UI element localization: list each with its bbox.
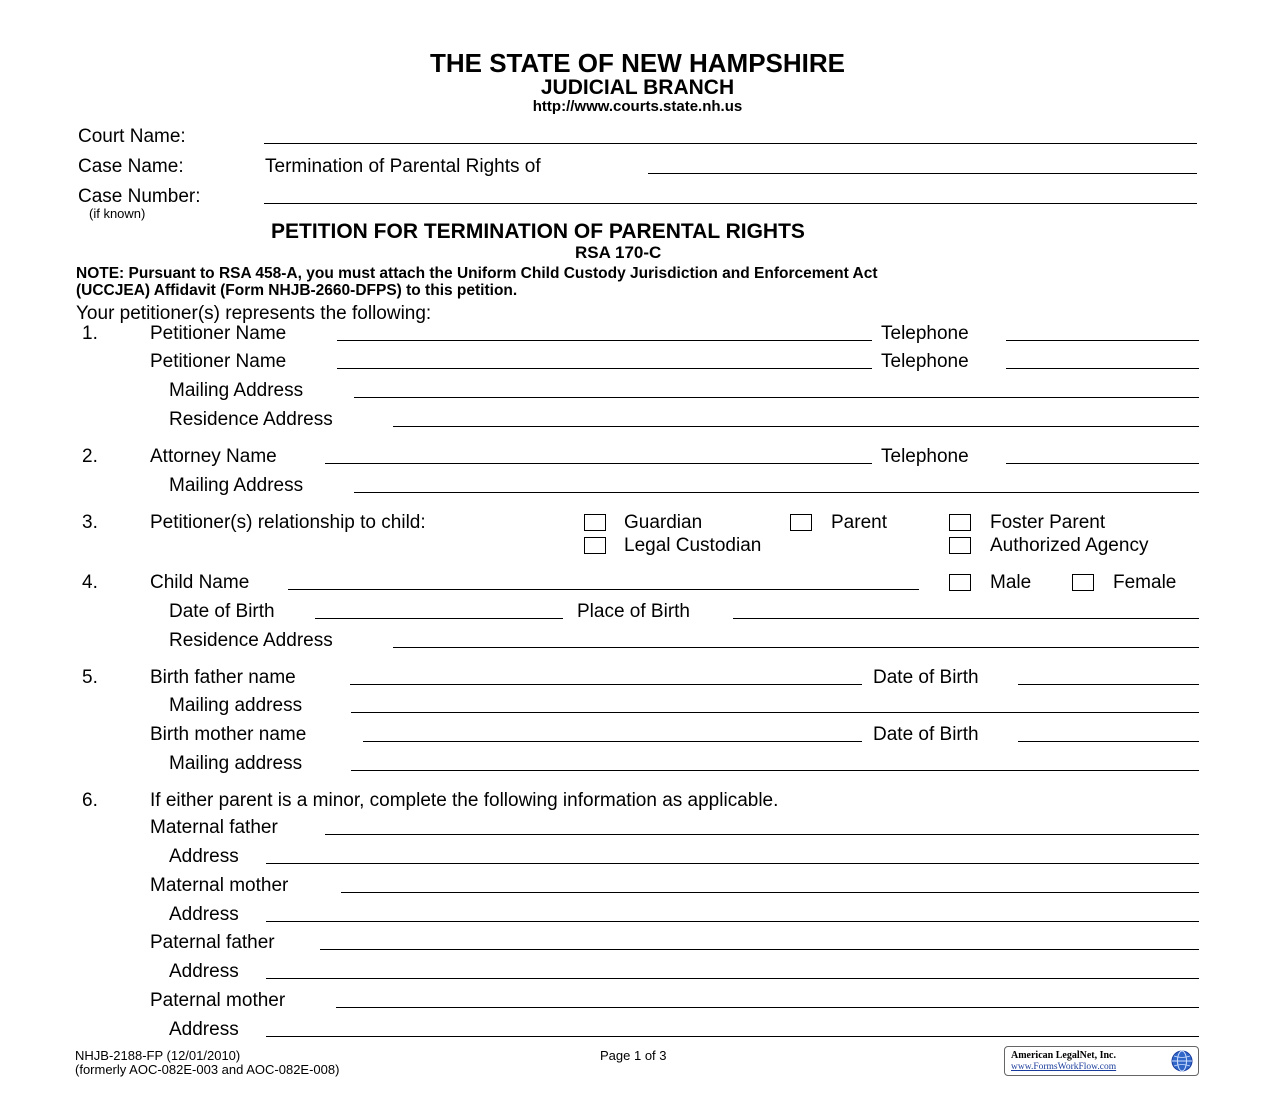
paternal-father-address-field[interactable] [266, 978, 1199, 979]
note-line-2: (UCCJEA) Affidavit (Form NHJB-2660-DFPS) to this petition. [76, 282, 518, 299]
case-name-field[interactable] [648, 173, 1197, 174]
formerly-note: (formerly AOC-082E-003 and AOC-082E-008) [75, 1062, 340, 1077]
petitioner-mailing-address-label: Mailing Address [169, 380, 304, 401]
maternal-father-address-field[interactable] [266, 863, 1199, 864]
child-place-of-birth-field[interactable] [733, 618, 1199, 619]
section-3-number: 3. [82, 512, 98, 533]
statute-subtitle: RSA 170-C [575, 243, 662, 262]
section-6-number: 6. [82, 790, 98, 811]
attorney-mailing-address-label: Mailing Address [169, 475, 304, 496]
attorney-mailing-address-field[interactable] [354, 492, 1199, 493]
guardian-label: Guardian [624, 512, 703, 533]
legal-custodian-checkbox[interactable] [584, 537, 606, 554]
petitioner-1-telephone-field[interactable] [1006, 340, 1199, 341]
attorney-telephone-label: Telephone [881, 446, 969, 467]
birth-mother-dob-label: Date of Birth [873, 724, 979, 745]
birth-father-dob-label: Date of Birth [873, 667, 979, 688]
birth-mother-mailing-label: Mailing address [169, 753, 303, 774]
petition-title: PETITION FOR TERMINATION OF PARENTAL RIGHTS [271, 220, 805, 243]
birth-father-name-label: Birth father name [150, 667, 296, 688]
paternal-father-field[interactable] [320, 949, 1199, 950]
guardian-checkbox[interactable] [584, 514, 606, 531]
case-name-label: Case Name: [78, 156, 184, 177]
maternal-mother-field[interactable] [341, 892, 1199, 893]
globe-icon [1170, 1049, 1194, 1073]
state-heading: THE STATE OF NEW HAMPSHIRE [429, 48, 846, 78]
section-1-number: 1. [82, 323, 98, 344]
child-residence-address-field[interactable] [393, 647, 1199, 648]
parent-checkbox[interactable] [790, 514, 812, 531]
legal-custodian-label: Legal Custodian [624, 535, 762, 556]
foster-parent-checkbox[interactable] [949, 514, 971, 531]
paternal-father-label: Paternal father [150, 932, 275, 953]
birth-father-mailing-field[interactable] [351, 712, 1199, 713]
court-name-label: Court Name: [78, 126, 186, 147]
male-checkbox[interactable] [949, 574, 971, 591]
birth-father-dob-field[interactable] [1018, 684, 1199, 685]
petitioner-2-telephone-label: Telephone [881, 351, 969, 372]
case-number-field[interactable] [264, 203, 1197, 204]
section-4-number: 4. [82, 572, 98, 593]
note-line-1: NOTE: Pursuant to RSA 458-A, you must attach the Uniform Child Custody Jurisdiction and Enforcement Act [76, 265, 878, 282]
petitioner-2-name-label: Petitioner Name [150, 351, 287, 372]
child-name-field[interactable] [288, 589, 919, 590]
section-2-number: 2. [82, 446, 98, 467]
section-5-number: 5. [82, 667, 98, 688]
maternal-father-field[interactable] [325, 834, 1199, 835]
female-label: Female [1113, 572, 1177, 593]
petitioner-1-name-field[interactable] [337, 340, 872, 341]
petitioner-residence-address-field[interactable] [393, 426, 1199, 427]
attorney-name-field[interactable] [325, 463, 872, 464]
petitioner-2-name-field[interactable] [337, 368, 872, 369]
maternal-mother-label: Maternal mother [150, 875, 289, 896]
birth-mother-dob-field[interactable] [1018, 741, 1199, 742]
petitioner-2-telephone-field[interactable] [1006, 368, 1199, 369]
relationship-label: Petitioner(s) relationship to child: [150, 512, 426, 533]
birth-mother-mailing-field[interactable] [351, 770, 1199, 771]
petitioner-1-name-label: Petitioner Name [150, 323, 287, 344]
court-url: http://www.courts.state.nh.us [532, 98, 743, 115]
maternal-father-label: Maternal father [150, 817, 278, 838]
parent-label: Parent [831, 512, 887, 533]
authorized-agency-label: Authorized Agency [990, 535, 1149, 556]
petitioner-mailing-address-field[interactable] [354, 397, 1199, 398]
paternal-mother-address-label: Address [169, 1019, 239, 1040]
paternal-father-address-label: Address [169, 961, 239, 982]
logo-company: American LegalNet, Inc. [1011, 1050, 1116, 1061]
petitioner-1-telephone-label: Telephone [881, 323, 969, 344]
authorized-agency-checkbox[interactable] [949, 537, 971, 554]
child-dob-field[interactable] [315, 618, 563, 619]
male-label: Male [990, 572, 1032, 593]
birth-mother-name-label: Birth mother name [150, 724, 307, 745]
page-number: Page 1 of 3 [600, 1048, 667, 1063]
intro-text: Your petitioner(s) represents the following: [76, 303, 432, 324]
birth-father-name-field[interactable] [350, 684, 862, 685]
logo-link[interactable]: www.FormsWorkFlow.com [1011, 1062, 1117, 1072]
birth-father-mailing-label: Mailing address [169, 695, 303, 716]
birth-mother-name-field[interactable] [363, 741, 862, 742]
foster-parent-label: Foster Parent [990, 512, 1106, 533]
form-id: NHJB-2188-FP (12/01/2010) [75, 1048, 241, 1063]
child-dob-label: Date of Birth [169, 601, 275, 622]
petitioner-residence-address-label: Residence Address [169, 409, 333, 430]
minor-parent-instruction: If either parent is a minor, complete the following information as applicable. [150, 790, 779, 811]
court-name-field[interactable] [264, 143, 1197, 144]
female-checkbox[interactable] [1072, 574, 1094, 591]
attorney-name-label: Attorney Name [150, 446, 277, 467]
child-name-label: Child Name [150, 572, 250, 593]
paternal-mother-label: Paternal mother [150, 990, 286, 1011]
attorney-telephone-field[interactable] [1006, 463, 1199, 464]
maternal-mother-address-label: Address [169, 904, 239, 925]
maternal-father-address-label: Address [169, 846, 239, 867]
case-number-note: (if known) [89, 206, 146, 221]
child-place-of-birth-label: Place of Birth [577, 601, 690, 622]
child-residence-address-label: Residence Address [169, 630, 333, 651]
branch-heading: JUDICIAL BRANCH [540, 76, 735, 99]
paternal-mother-field[interactable] [336, 1007, 1199, 1008]
paternal-mother-address-field[interactable] [266, 1036, 1199, 1037]
maternal-mother-address-field[interactable] [266, 921, 1199, 922]
case-number-label: Case Number: [78, 186, 201, 207]
legalnet-logo [1004, 1046, 1199, 1076]
case-name-prefix: Termination of Parental Rights of [265, 156, 541, 177]
